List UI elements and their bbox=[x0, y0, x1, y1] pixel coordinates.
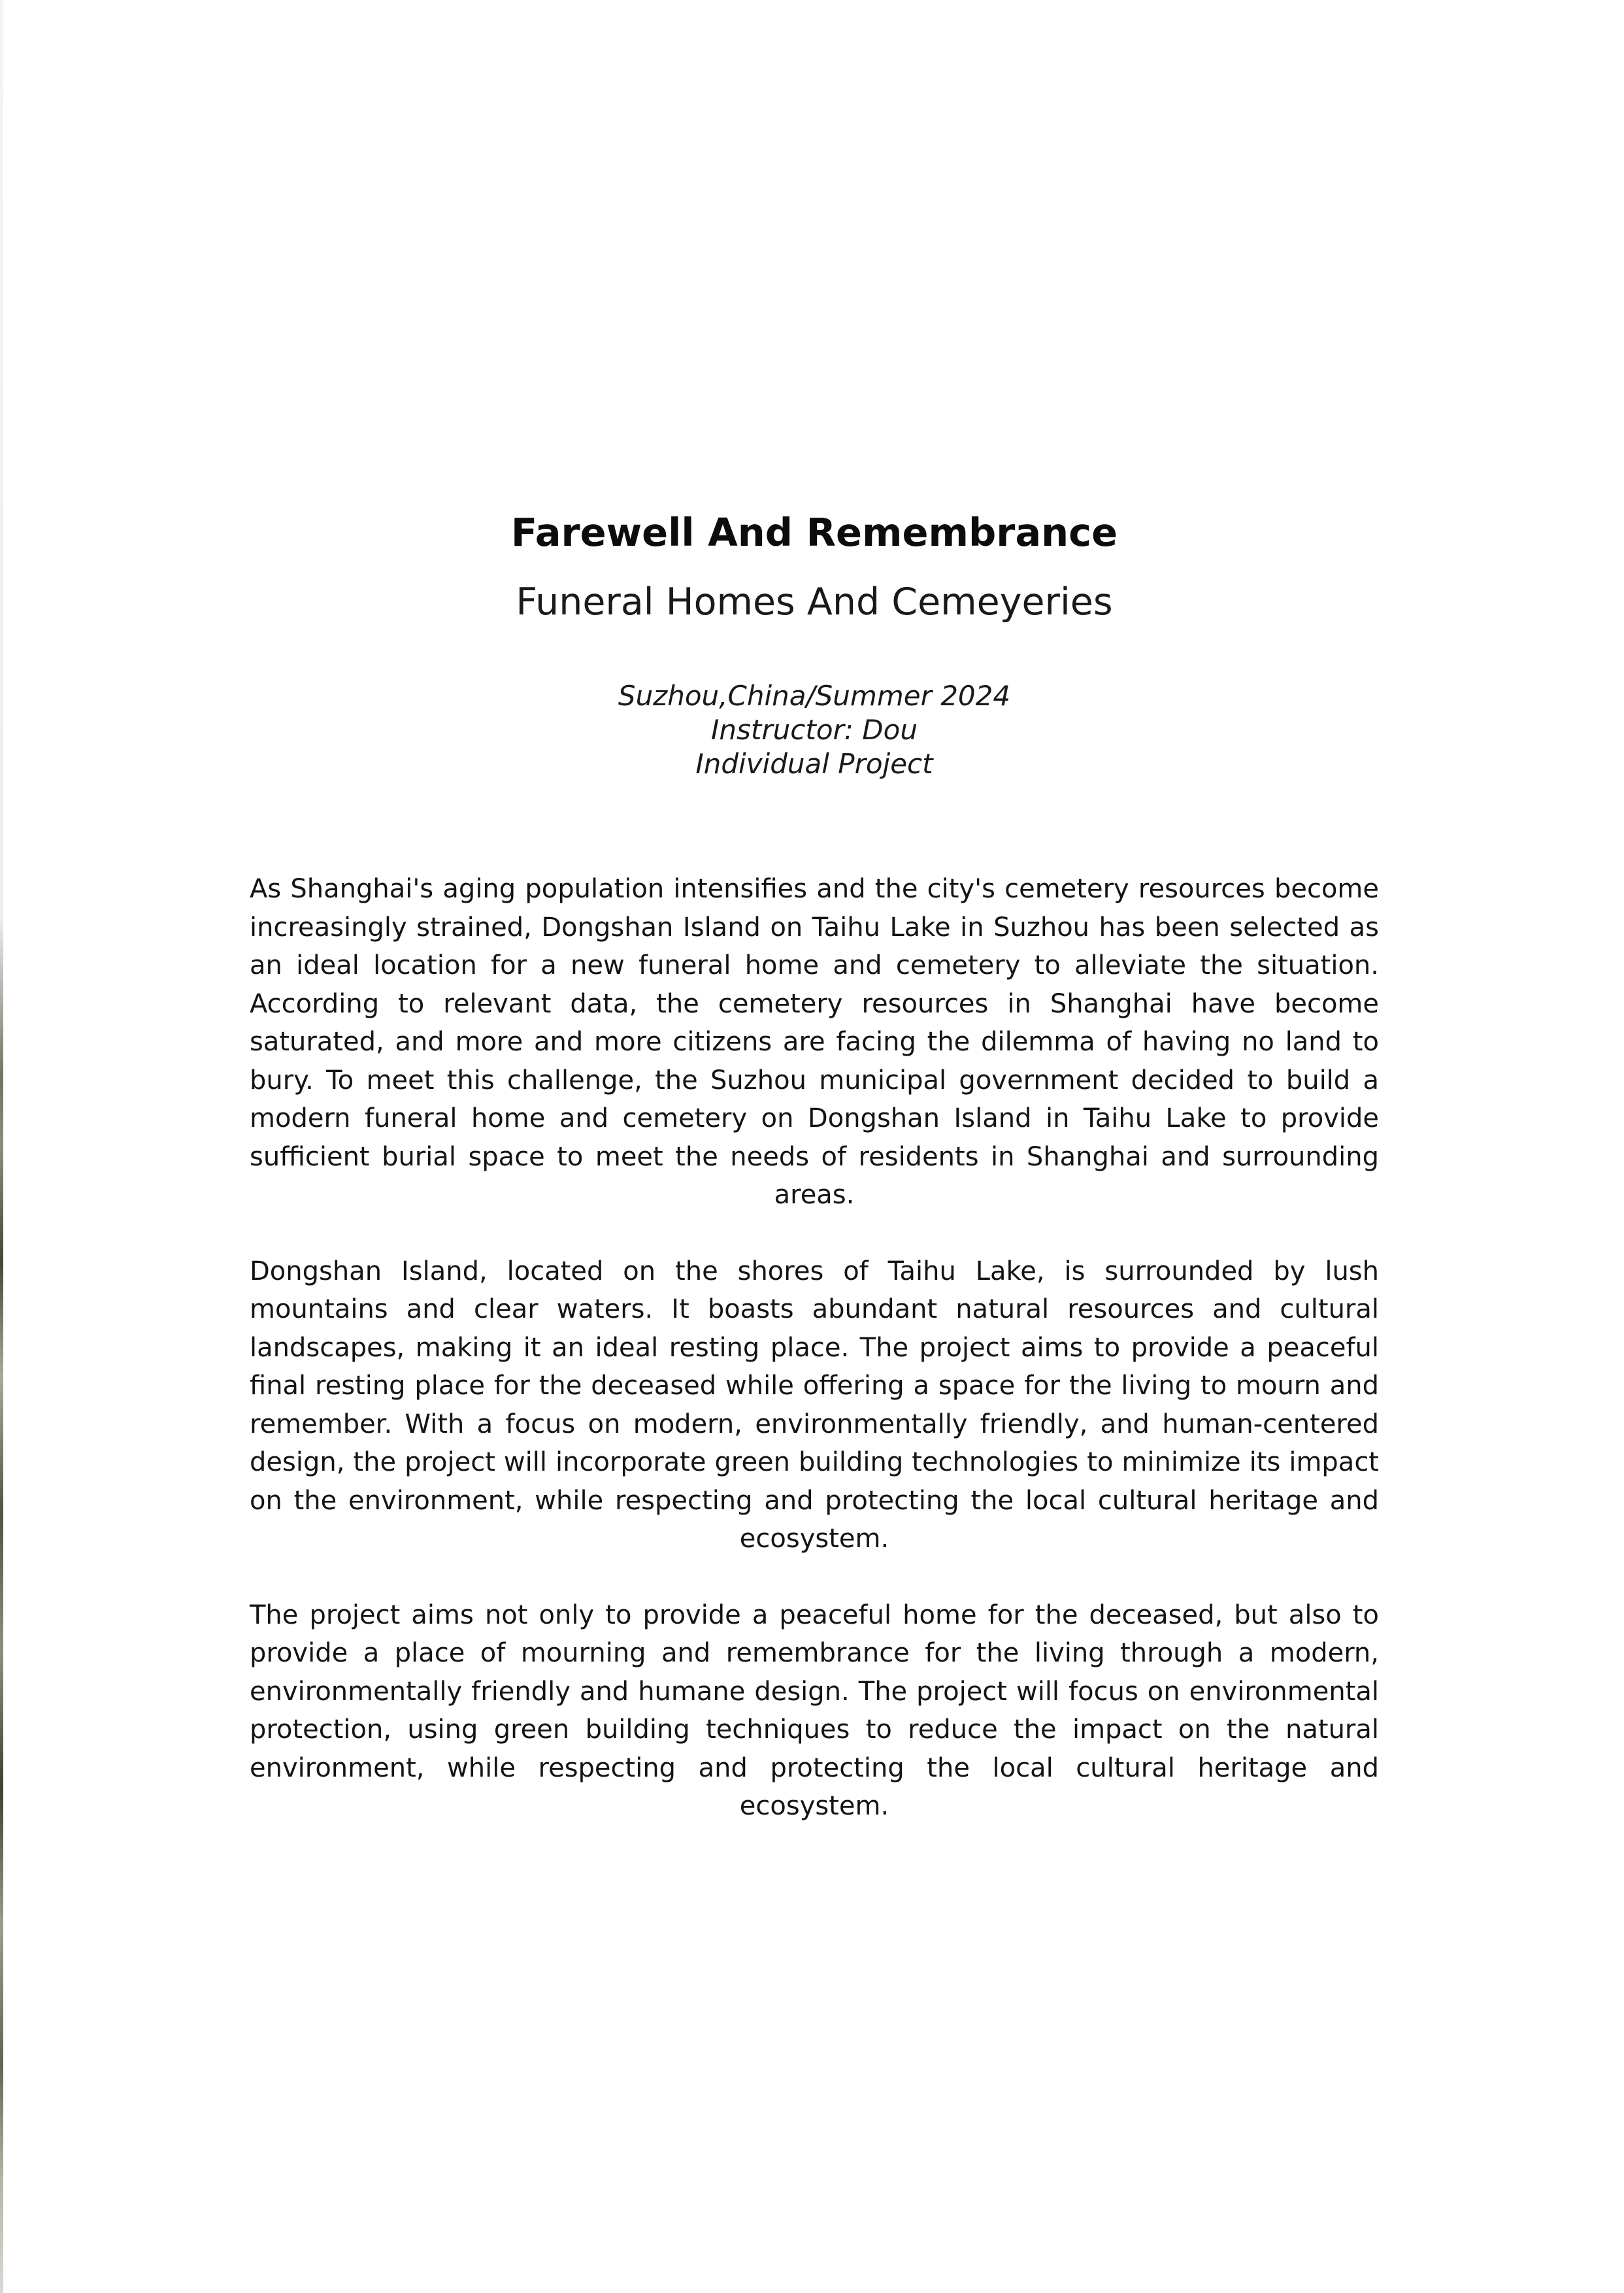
paragraph-aims: The project aims not only to provide a peaceful home for the deceased, but also to provide a place of mourning and remembrance for the living through a modern, environmentally friendly and humane design. The project will focus on environmental protection, using green building techniques to reduce the impact on the natural environment, while respecting and protecting the local cultural heritage and ecosystem. bbox=[250, 1599, 1379, 1822]
left-edge-photo-strip bbox=[0, 0, 3, 2293]
project-meta bbox=[250, 679, 1379, 781]
location-date: Suzhou,China/Summer 2024 bbox=[618, 680, 1011, 712]
document-subtitle: Funeral Homes And Cemeyeries bbox=[516, 580, 1113, 624]
instructor: Instructor: Dou bbox=[711, 714, 918, 746]
body-text bbox=[250, 870, 1379, 1826]
paragraph-context: As Shanghai's aging population intensifies and the city's cemetery resources become increasingly strained, Dongshan Island on Taihu Lake in Suzhou has been selected as an ideal location for a new funeral home and cemetery to alleviate the situation. According to relevant data, the cemetery resources in Shanghai have become saturated, and more and more citizens are facing the dilemma of having no land to bury. To meet this challenge, the Suzhou municipal government decided to build a modern funeral home and cemetery on Dongshan Island in Taihu Lake to provide sufficient burial space to meet the needs of residents in Shanghai and surrounding areas. bbox=[250, 874, 1379, 1211]
document-title: Farewell And Remembrance bbox=[510, 510, 1118, 555]
project-type: Individual Project bbox=[695, 748, 933, 780]
document-content bbox=[250, 510, 1379, 1864]
paragraph-site: Dongshan Island, located on the shores of Taihu Lake, is surrounded by lush mountains and clear waters. It boasts abundant natural resources and cultural landscapes, making it an ideal resting place. The project aims to provide a peaceful final resting place for the deceased while offering a space for the living to mourn and remember. With a focus on modern, environmentally friendly, and human-centered design, the project will incorporate green building technologies to minimize its impact on the environment, while respecting and protecting the local cultural heritage and ecosystem. bbox=[250, 1256, 1379, 1554]
